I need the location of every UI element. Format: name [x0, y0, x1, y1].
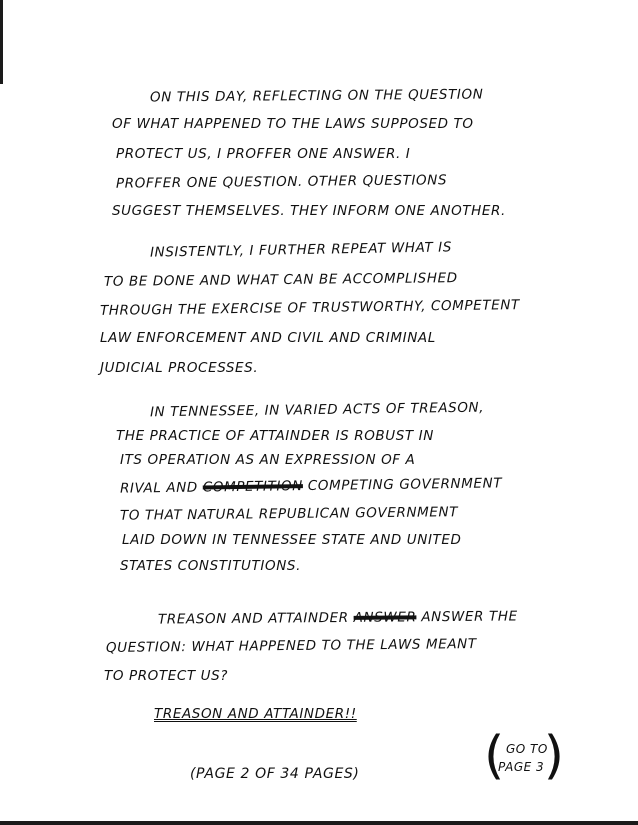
- paragraph-3-line-2: THE PRACTICE OF ATTAINDER IS ROBUST IN: [116, 428, 434, 444]
- paragraph-3-line-3: ITS OPERATION AS AN EXPRESSION OF A: [120, 452, 416, 468]
- paragraph-1-line-4: PROFFER ONE QUESTION. OTHER QUESTIONS: [115, 172, 448, 192]
- paragraph-4-line-1-start: TREASON AND ATTAINDER: [157, 609, 349, 628]
- closing-exclamation: TREASON AND ATTAINDER!!: [154, 706, 357, 722]
- go-to-label: GO TO: [506, 742, 548, 756]
- go-to-next-page-note: [484, 726, 564, 786]
- scan-edge-left: [0, 0, 3, 84]
- paragraph-2-line-1: INSISTENTLY, I FURTHER REPEAT WHAT IS: [149, 239, 453, 261]
- crossed-out-word: COMPETITION: [202, 478, 304, 496]
- paragraph-1-line-5: SUGGEST THEMSELVES. THEY INFORM ONE ANOTHER.: [112, 203, 506, 219]
- paragraph-2-line-3: THROUGH THE EXERCISE OF TRUSTWORTHY, COMPETENT: [99, 297, 520, 319]
- paragraph-3-line-5: TO THAT NATURAL REPUBLICAN GOVERNMENT: [119, 504, 459, 524]
- paragraph-3-line-7: STATES CONSTITUTIONS.: [120, 558, 301, 574]
- paragraph-4-line-2: QUESTION: WHAT HAPPENED TO THE LAWS MEANT: [105, 636, 477, 656]
- paragraph-2-line-5: JUDICIAL PROCESSES.: [100, 360, 259, 376]
- paragraph-2-line-4: LAW ENFORCEMENT AND CIVIL AND CRIMINAL: [100, 330, 436, 346]
- page-number-label: (PAGE 2 OF 34 PAGES): [190, 766, 360, 782]
- paragraph-3-line-4-start: RIVAL AND: [119, 479, 198, 497]
- paragraph-4-line-1: [158, 608, 518, 627]
- paragraph-1-line-3: PROTECT US, I PROFFER ONE ANSWER. I: [116, 146, 411, 162]
- paragraph-3-line-1: IN TENNESSEE, IN VARIED ACTS OF TREASON,: [149, 399, 485, 421]
- scan-edge-bottom: [0, 821, 638, 825]
- open-paren-glyph: (: [484, 726, 505, 786]
- paragraph-3-line-6: LAID DOWN IN TENNESSEE STATE AND UNITED: [122, 532, 462, 548]
- paragraph-1-line-2: OF WHAT HAPPENED TO THE LAWS SUPPOSED TO: [112, 116, 474, 132]
- close-paren-glyph: ): [543, 726, 564, 786]
- paragraph-3-line-4-end: COMPETING GOVERNMENT: [307, 475, 503, 495]
- crossed-out-word: ANSWER: [353, 609, 417, 626]
- paragraph-4-line-3: TO PROTECT US?: [104, 668, 229, 684]
- next-page-label: PAGE 3: [498, 760, 545, 774]
- paragraph-4-line-1-end: ANSWER THE: [421, 608, 518, 626]
- paragraph-3-line-4: [120, 475, 502, 496]
- paragraph-1-line-1: ON THIS DAY, REFLECTING ON THE QUESTION: [149, 86, 484, 106]
- paragraph-2-line-2: TO BE DONE AND WHAT CAN BE ACCOMPLISHED: [103, 270, 458, 290]
